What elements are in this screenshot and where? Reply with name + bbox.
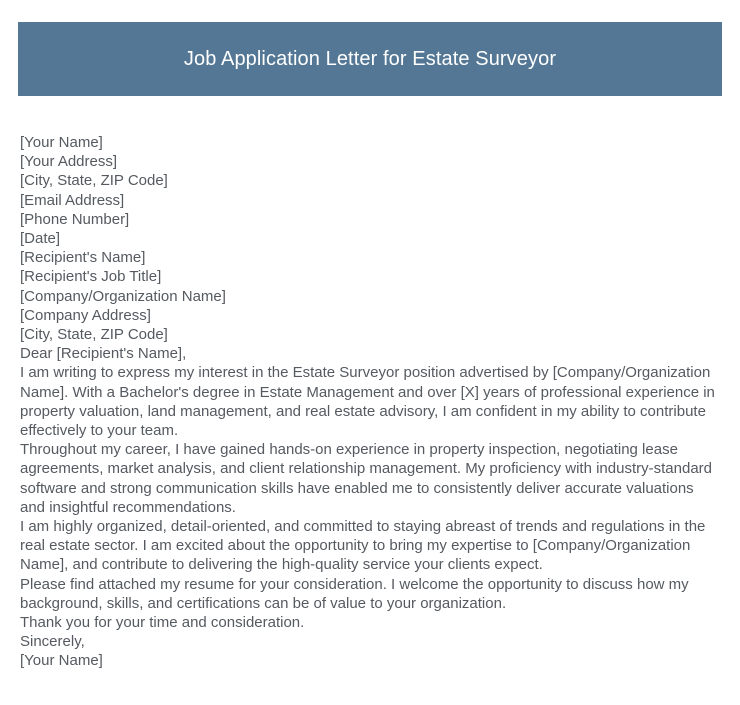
letter-paragraph: Please find attached my resume for your consideration. I welcome the opportunity to discuss how my background, skills, and certifications can be of value to your organization. [20,575,689,612]
letter-line: [City, State, ZIP Code] [20,326,168,344]
letter-paragraph: I am writing to express my interest in the Estate Surveyor position advertised by [Company/Organization Name]. With a Bachelor's degree in Estate Management and over [X] years of professional experience in property valuation, land management, and real estate advisory, I am confident in my ability to contribute effectively to your team. [20,364,715,440]
letter-line: [Date] [20,230,61,248]
letter-paragraph: Throughout my career, I have gained hands-on experience in property inspection, negotiating lease agreements, market analysis, and client relationship management. My proficiency with industry-standard software and strong communication skills have enabled me to consistently deliver accurate valuations and insightful recommendations. [20,441,712,516]
letter-salutation: Dear [Recipient's Name], [20,345,187,363]
letter-line: [Your Address] [20,153,118,171]
letter-line: [Company Address] [20,306,151,324]
letter-line: [Your Name] [20,134,103,151]
letter-signature: [Your Name] [20,652,103,670]
letter-body [20,133,722,671]
letter-closing: Sincerely, [20,633,85,651]
letter-line: [Company/Organization Name] [20,287,226,305]
letter-line: [City, State, ZIP Code] [20,172,168,190]
page-title: Job Application Letter for Estate Surveyor [183,48,557,70]
letter-paragraph: Thank you for your time and consideration. [20,614,305,632]
document-header-banner [18,22,722,96]
letter-paragraph: I am highly organized, detail-oriented, and committed to staying abreast of trends and regulations in the real estate sector. I am excited about the opportunity to bring my expertise to [Company/Organization Name], and contribute to delivering the high-quality service your clients expect. [20,518,706,574]
letter-line: [Recipient's Name] [20,249,146,267]
letter-line: [Phone Number] [20,210,130,228]
letter-line: [Email Address] [20,191,125,209]
letter-line: [Recipient's Job Title] [20,268,162,286]
